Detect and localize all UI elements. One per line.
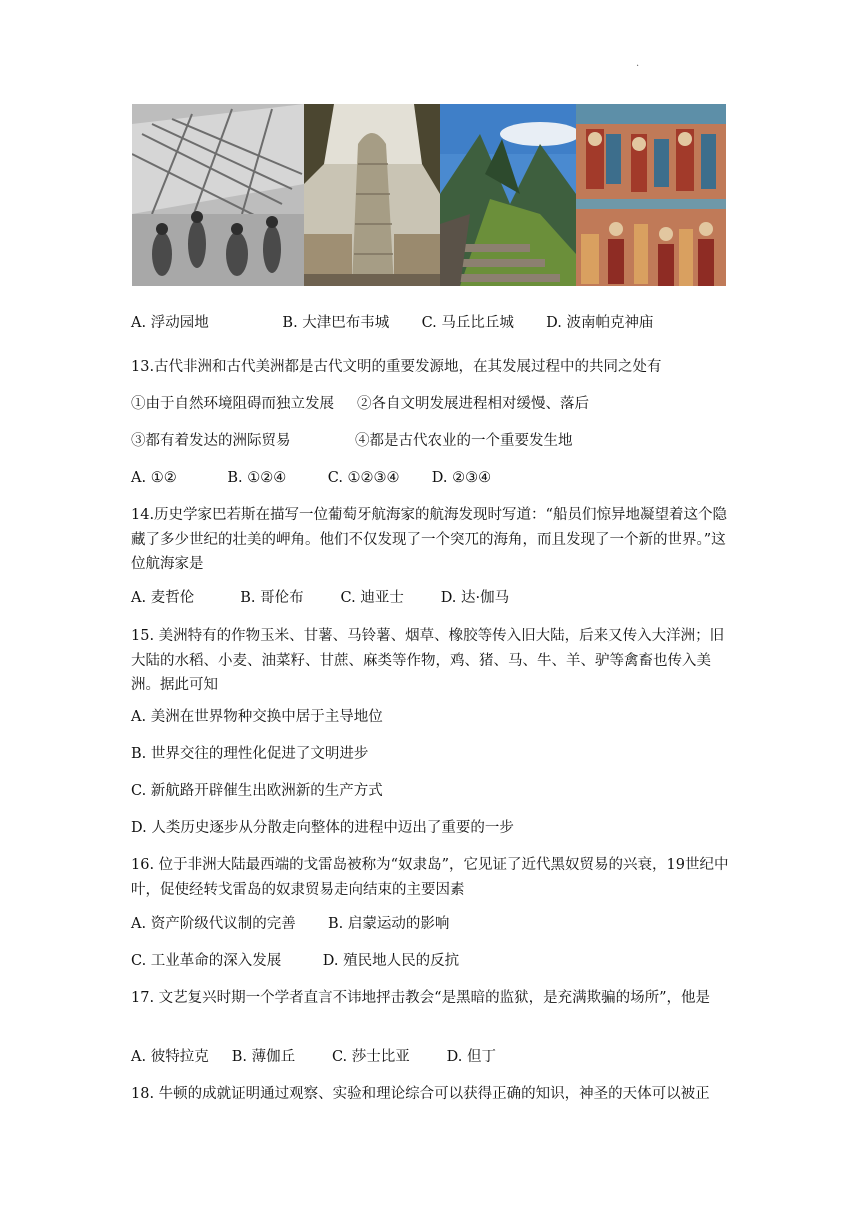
q15-option-d: D. 人类历史逐步从分散走向整体的进程中迈出了重要的一步 (131, 820, 514, 836)
q16-stem: 16. 位于非洲大陆最西端的戈雷岛被称为“奴隶岛”，它见证了近代黑奴贸易的兴衰，19世纪中叶，促使经转戈雷岛的奴隶贸易走向结束的主要因素 (131, 857, 729, 898)
q18-stem: 18. 牛顿的成就证明通过观察、实验和理论综合可以获得正确的知识，神圣的天体可以被正 (131, 1086, 710, 1102)
q14-options: A. 麦哲伦 B. 哥伦布 C. 迪亚士 D. 达·伽马 (131, 590, 510, 606)
q17-options: A. 彼特拉克 B. 薄伽丘 C. 莎士比亚 D. 但丁 (131, 1049, 496, 1065)
q13-stem: 13.古代非洲和古代美洲都是古代文明的重要发源地，在其发展过程中的共同之处有 (131, 359, 662, 375)
page-corner-mark: . (636, 58, 640, 69)
image-strip (132, 104, 726, 286)
q16-options-2: C. 工业革命的深入发展 D. 殖民地人民的反抗 (131, 953, 460, 969)
q15-option-c: C. 新航路开辟催生出欧洲新的生产方式 (131, 783, 383, 799)
image-captions: A. 浮动园地 B. 大津巴布韦城 C. 马丘比丘城 D. 波南帕克神庙 (131, 315, 654, 331)
q15-option-a: A. 美洲在世界物种交换中居于主导地位 (131, 709, 383, 725)
q15-option-b: B. 世界交往的理性化促进了文明进步 (131, 746, 369, 762)
q13-items-2: ③都有着发达的洲际贸易 ④都是古代农业的一个重要发生地 (131, 433, 573, 449)
q16-options-1: A. 资产阶级代议制的完善 B. 启蒙运动的影响 (131, 916, 450, 932)
q13-items-1: ①由于自然环境阻碍而独立发展 ②各自文明发展进程相对缓慢、落后 (131, 396, 590, 412)
machu-picchu-image (440, 104, 576, 286)
q13-options: A. ①② B. ①②④ C. ①②③④ D. ②③④ (131, 470, 492, 486)
q15-stem: 15. 美洲特有的作物玉米、甘薯、马铃薯、烟草、橡胶等传入旧大陆，后来又传入大洋洲；旧大陆的水稻、小麦、油菜籽、甘蔗、麻类等作物，鸡、猪、马、牛、羊、驴等禽畜也传入美洲。据此可知 (131, 628, 725, 693)
q17-stem: 17. 文艺复兴时期一个学者直言不讳地抨击教会“是黑暗的监狱，是充满欺骗的场所”，他是 (131, 990, 710, 1006)
q14-stem: 14.历史学家巴若斯在描写一位葡萄牙航海家的航海发现时写道：“船员们惊异地凝望着这个隐藏了多少世纪的壮美的岬角。他们不仅发现了一个突兀的海角，而且发现了一个新的世界。”这位航海家是 (131, 507, 727, 572)
bonampak-murals-image (576, 104, 726, 286)
floating-gardens-image (132, 104, 304, 286)
great-zimbabwe-image (304, 104, 440, 286)
